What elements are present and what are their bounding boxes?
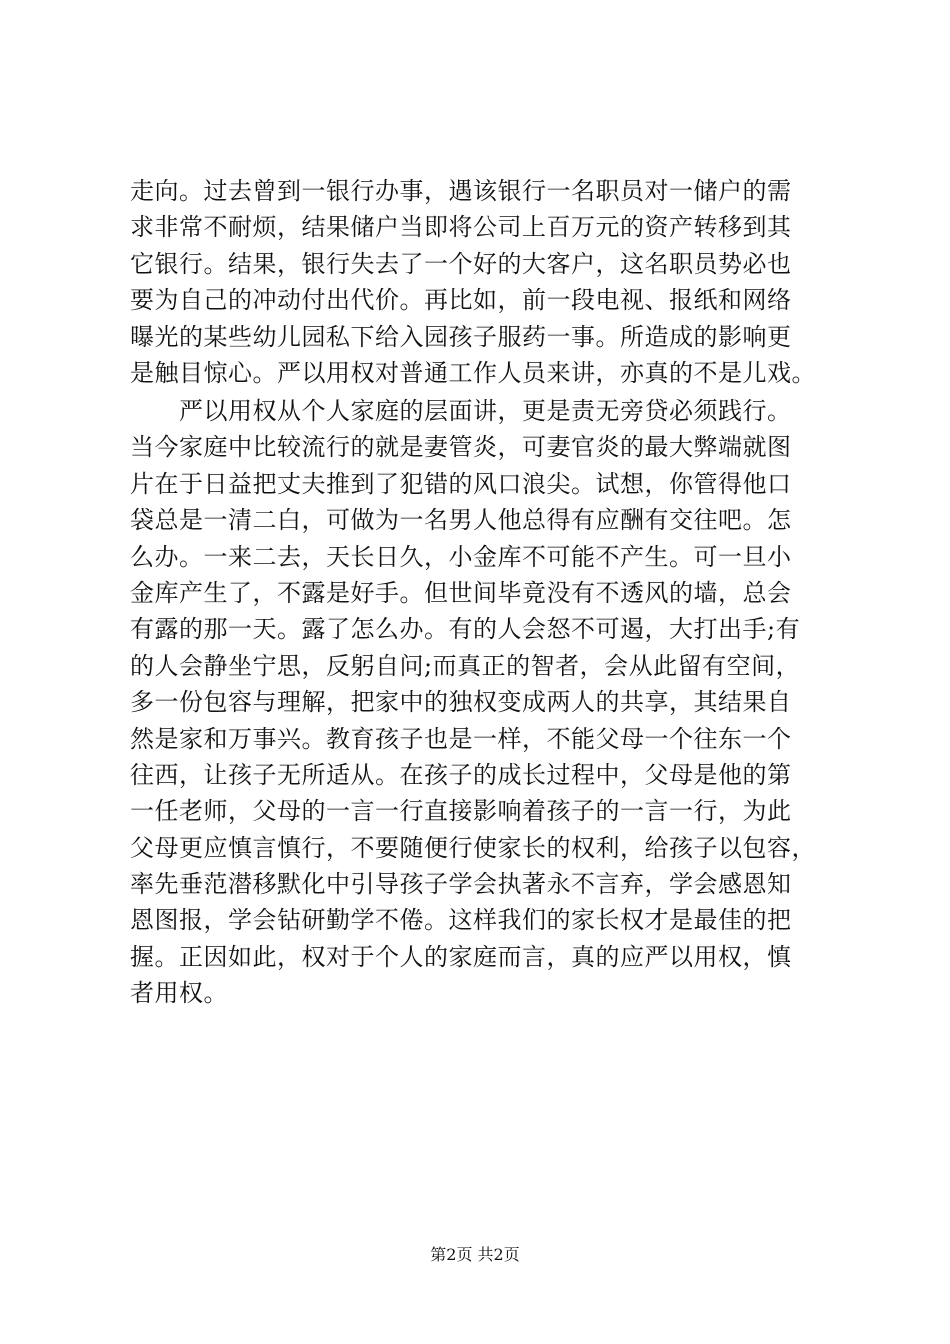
text-line: 往西，让孩子无所适从。在孩子的成长过程中，父母是他的第: [130, 760, 792, 789]
page-footer: 第2页 共2页: [430, 1245, 520, 1264]
text-line: 的人会静坐宁思，反躬自问;而真正的智者，会从此留有空间，: [130, 651, 801, 680]
text-line: 么办。一来二去，天长日久，小金库不可能不产生。可一旦小: [130, 542, 792, 571]
text-line: 金库产生了，不露是好手。但世间毕竟没有不透风的墙，总会: [130, 578, 792, 607]
text-line: 然是家和万事兴。教育孩子也是一样，不能父母一个往东一个: [130, 724, 792, 753]
text-line: 恩图报，学会钻研勤学不倦。这样我们的家长权才是最佳的把: [130, 906, 792, 935]
text-line: 走向。过去曾到一银行办事，遇该银行一名职员对一储户的需: [130, 177, 792, 205]
text-line: 严以用权从个人家庭的层面讲，更是责无旁贷必须践行。: [130, 397, 792, 425]
paragraph-1: [130, 173, 830, 391]
text-line: 一任老师，父母的一言一行直接影响着孩子的一言一行，为此: [130, 797, 792, 826]
text-line: 要为自己的冲动付出代价。再比如，前一段电视、报纸和网络: [130, 286, 792, 315]
text-line: 袋总是一清二白，可做为一名男人他总得有应酬有交往吧。怎: [130, 506, 792, 535]
text-line: 是触目惊心。严以用权对普通工作人员来讲，亦真的不是儿戏。: [130, 358, 816, 387]
text-line: 求非常不耐烦，结果储户当即将公司上百万元的资产转移到其: [130, 213, 792, 242]
text-line: 父母更应慎言慎行，不要随便行使家长的权利，给孩子以包容，: [130, 833, 816, 862]
text-line: 多一份包容与理解，把家中的独权变成两人的共享，其结果自: [130, 688, 792, 717]
paragraph-2: [130, 393, 830, 1012]
text-line: 握。正因如此，权对于个人的家庭而言，真的应严以用权，慎: [130, 942, 792, 971]
text-line: 有露的那一天。露了怎么办。有的人会怒不可遏，大打出手;有: [130, 615, 801, 644]
text-line: 片在于日益把丈夫推到了犯错的风口浪尖。试想，你管得他口: [130, 469, 792, 498]
text-line: 者用权。: [130, 979, 228, 1008]
text-line: 率先垂范潜移默化中引导孩子学会执著永不言弃，学会感恩知: [130, 870, 792, 899]
text-line: 它银行。结果，银行失去了一个好的大客户，这名职员势必也: [130, 249, 792, 278]
text-line: 曝光的某些幼儿园私下给入园孩子服药一事。所造成的影响更: [130, 322, 792, 351]
text-line: 当今家庭中比较流行的就是妻管炎，可妻官炎的最大弊端就图: [130, 433, 792, 462]
